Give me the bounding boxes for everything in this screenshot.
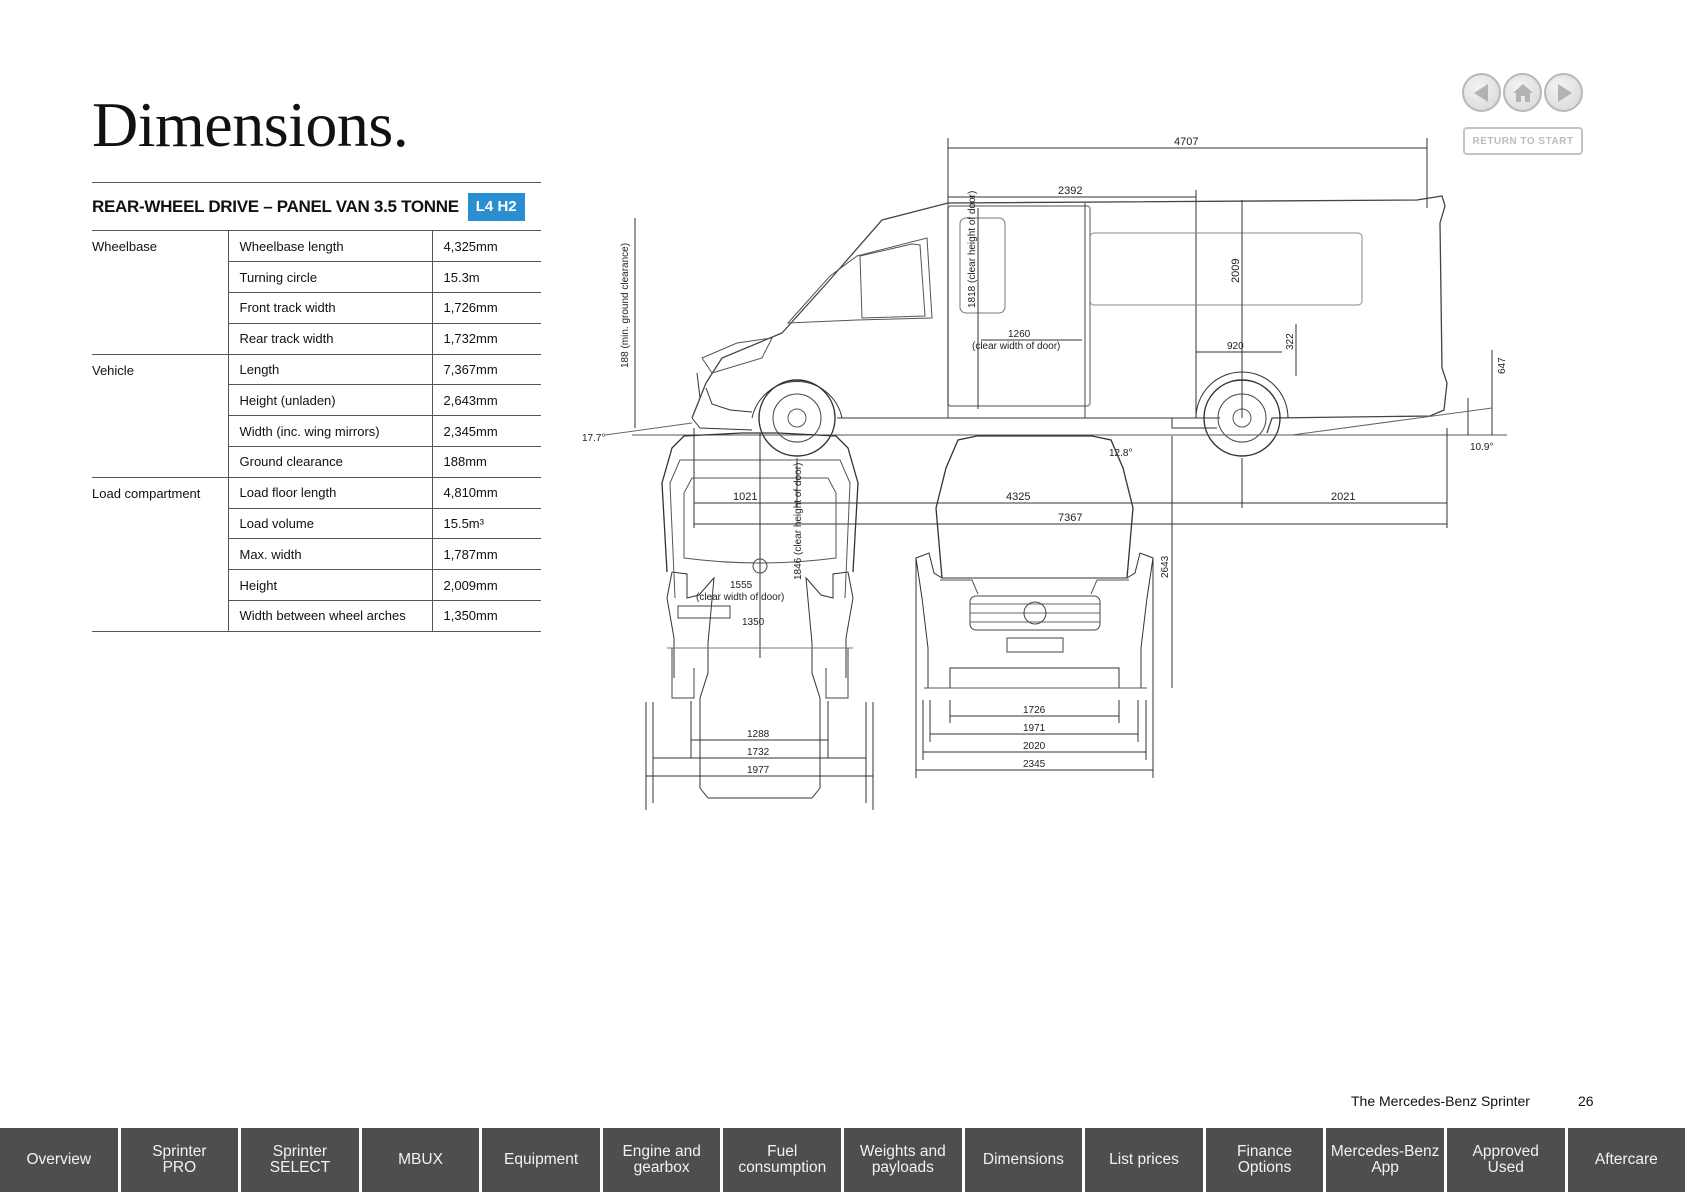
spec-value: 1,787mm (432, 539, 541, 570)
nav-tab-fuel-consumption[interactable]: Fuel consumption (723, 1128, 841, 1192)
spec-heading (92, 183, 541, 231)
rear-dim-w1: 1288 (747, 729, 770, 740)
spec-row (92, 354, 541, 385)
page-nav-controls (1462, 73, 1583, 112)
spec-value: 15.3m (432, 262, 541, 293)
rear-dim-w2: 1732 (747, 747, 770, 758)
page-title: Dimensions. (92, 89, 409, 160)
spec-label: Ground clearance (228, 447, 432, 478)
dim-front-overhang: 1021 (733, 491, 758, 503)
model-badge: L4 H2 (468, 193, 525, 221)
spec-label: Turning circle (228, 262, 432, 293)
nav-tab-equipment[interactable]: Equipment (482, 1128, 600, 1192)
dim-load-height: 2009 (1230, 258, 1242, 283)
return-to-start-button[interactable]: RETURN TO START (1463, 127, 1583, 155)
nav-tab-finance-options[interactable]: Finance Options (1206, 1128, 1324, 1192)
spec-value: 2,345mm (432, 416, 541, 447)
dim-front-angle: 17.7° (582, 433, 606, 444)
front-dim-w3: 2020 (1023, 741, 1046, 752)
spec-table-block (92, 182, 541, 632)
spec-value: 1,350mm (432, 601, 541, 632)
spec-label: Height (228, 570, 432, 601)
spec-label: Wheelbase length (228, 231, 432, 262)
nav-tab-overview[interactable]: Overview (0, 1128, 118, 1192)
nav-tab-mercedes-benz-app[interactable]: Mercedes-Benz App (1326, 1128, 1444, 1192)
spec-category: Load compartment (92, 477, 228, 631)
bottom-navigation (0, 1128, 1685, 1192)
dim-wheelbase: 4325 (1006, 491, 1031, 503)
front-dim-w4: 2345 (1023, 759, 1046, 770)
rear-dim-between-arches: 1350 (742, 617, 765, 628)
spec-value: 7,367mm (432, 354, 541, 385)
next-icon[interactable] (1544, 73, 1583, 112)
nav-tab-engine-and-gearbox[interactable]: Engine and gearbox (603, 1128, 721, 1192)
spec-label: Length (228, 354, 432, 385)
spec-label: Max. width (228, 539, 432, 570)
spec-label: Front track width (228, 293, 432, 324)
nav-tab-weights-and-payloads[interactable]: Weights and payloads (844, 1128, 962, 1192)
dim-wheel-arch-dist: 920 (1227, 341, 1244, 352)
spec-label: Width (inc. wing mirrors) (228, 416, 432, 447)
spec-value: 2,009mm (432, 570, 541, 601)
spec-value: 2,643mm (432, 385, 541, 416)
dim-door-width: 1260 (clear width of door) (972, 329, 1061, 352)
dim-rear-angle: 10.9° (1470, 442, 1494, 453)
nav-tab-sprinter-select[interactable]: Sprinter SELECT (241, 1128, 359, 1192)
front-dim-w2: 1971 (1023, 723, 1046, 734)
dim-ground-clearance: 188 (min. ground clearance) (620, 242, 631, 368)
spec-row (92, 231, 541, 262)
page-number: 26 (1578, 1093, 1594, 1109)
front-dim-height: 2643 (1160, 555, 1171, 578)
dim-rear-overhang: 2021 (1331, 491, 1356, 503)
front-dim-w1: 1726 (1023, 705, 1046, 716)
spec-category: Wheelbase (92, 231, 228, 354)
nav-tab-sprinter-pro[interactable]: Sprinter PRO (121, 1128, 239, 1192)
front-view (916, 436, 1172, 778)
nav-tab-list-prices[interactable]: List prices (1085, 1128, 1203, 1192)
spec-table (92, 231, 541, 632)
spec-label: Height (unladen) (228, 385, 432, 416)
footer-caption: The Mercedes-Benz Sprinter (1351, 1093, 1530, 1109)
dim-sill: 322 (1285, 333, 1296, 350)
nav-tab-mbux[interactable]: MBUX (362, 1128, 480, 1192)
rear-dim-door-width: 1555 (clear width of door) (696, 580, 785, 603)
previous-icon[interactable] (1462, 73, 1501, 112)
home-icon[interactable] (1503, 73, 1542, 112)
spec-label: Rear track width (228, 323, 432, 354)
spec-value: 188mm (432, 447, 541, 478)
nav-tab-approved-used[interactable]: Approved Used (1447, 1128, 1565, 1192)
spec-category: Vehicle (92, 354, 228, 477)
spec-value: 4,810mm (432, 477, 541, 508)
dim-overall-top: 4707 (1174, 136, 1199, 148)
side-view (582, 136, 1508, 528)
nav-tab-aftercare[interactable]: Aftercare (1568, 1128, 1685, 1192)
rear-dim-w3: 1977 (747, 765, 770, 776)
spec-value: 1,732mm (432, 323, 541, 354)
rear-view (646, 433, 873, 810)
rear-dim-door-height: 1846 (clear height of door) (793, 462, 804, 580)
spec-row (92, 477, 541, 508)
spec-value: 15.5m³ (432, 508, 541, 539)
dim-overall-length: 7367 (1058, 512, 1083, 524)
spec-label: Width between wheel arches (228, 601, 432, 632)
spec-heading-text: REAR-WHEEL DRIVE – PANEL VAN 3.5 TONNE (92, 196, 459, 216)
dim-ramp-angle: 12.8° (1109, 448, 1133, 459)
spec-label: Load floor length (228, 477, 432, 508)
spec-value: 4,325mm (432, 231, 541, 262)
nav-tab-dimensions[interactable]: Dimensions (965, 1128, 1083, 1192)
spec-value: 1,726mm (432, 293, 541, 324)
van-dimension-drawing (582, 128, 1532, 958)
dim-door-height: 1818 (clear height of door) (967, 190, 978, 308)
spec-label: Load volume (228, 508, 432, 539)
dim-load-length: 2392 (1058, 185, 1083, 197)
dim-rear-height: 647 (1497, 357, 1508, 374)
